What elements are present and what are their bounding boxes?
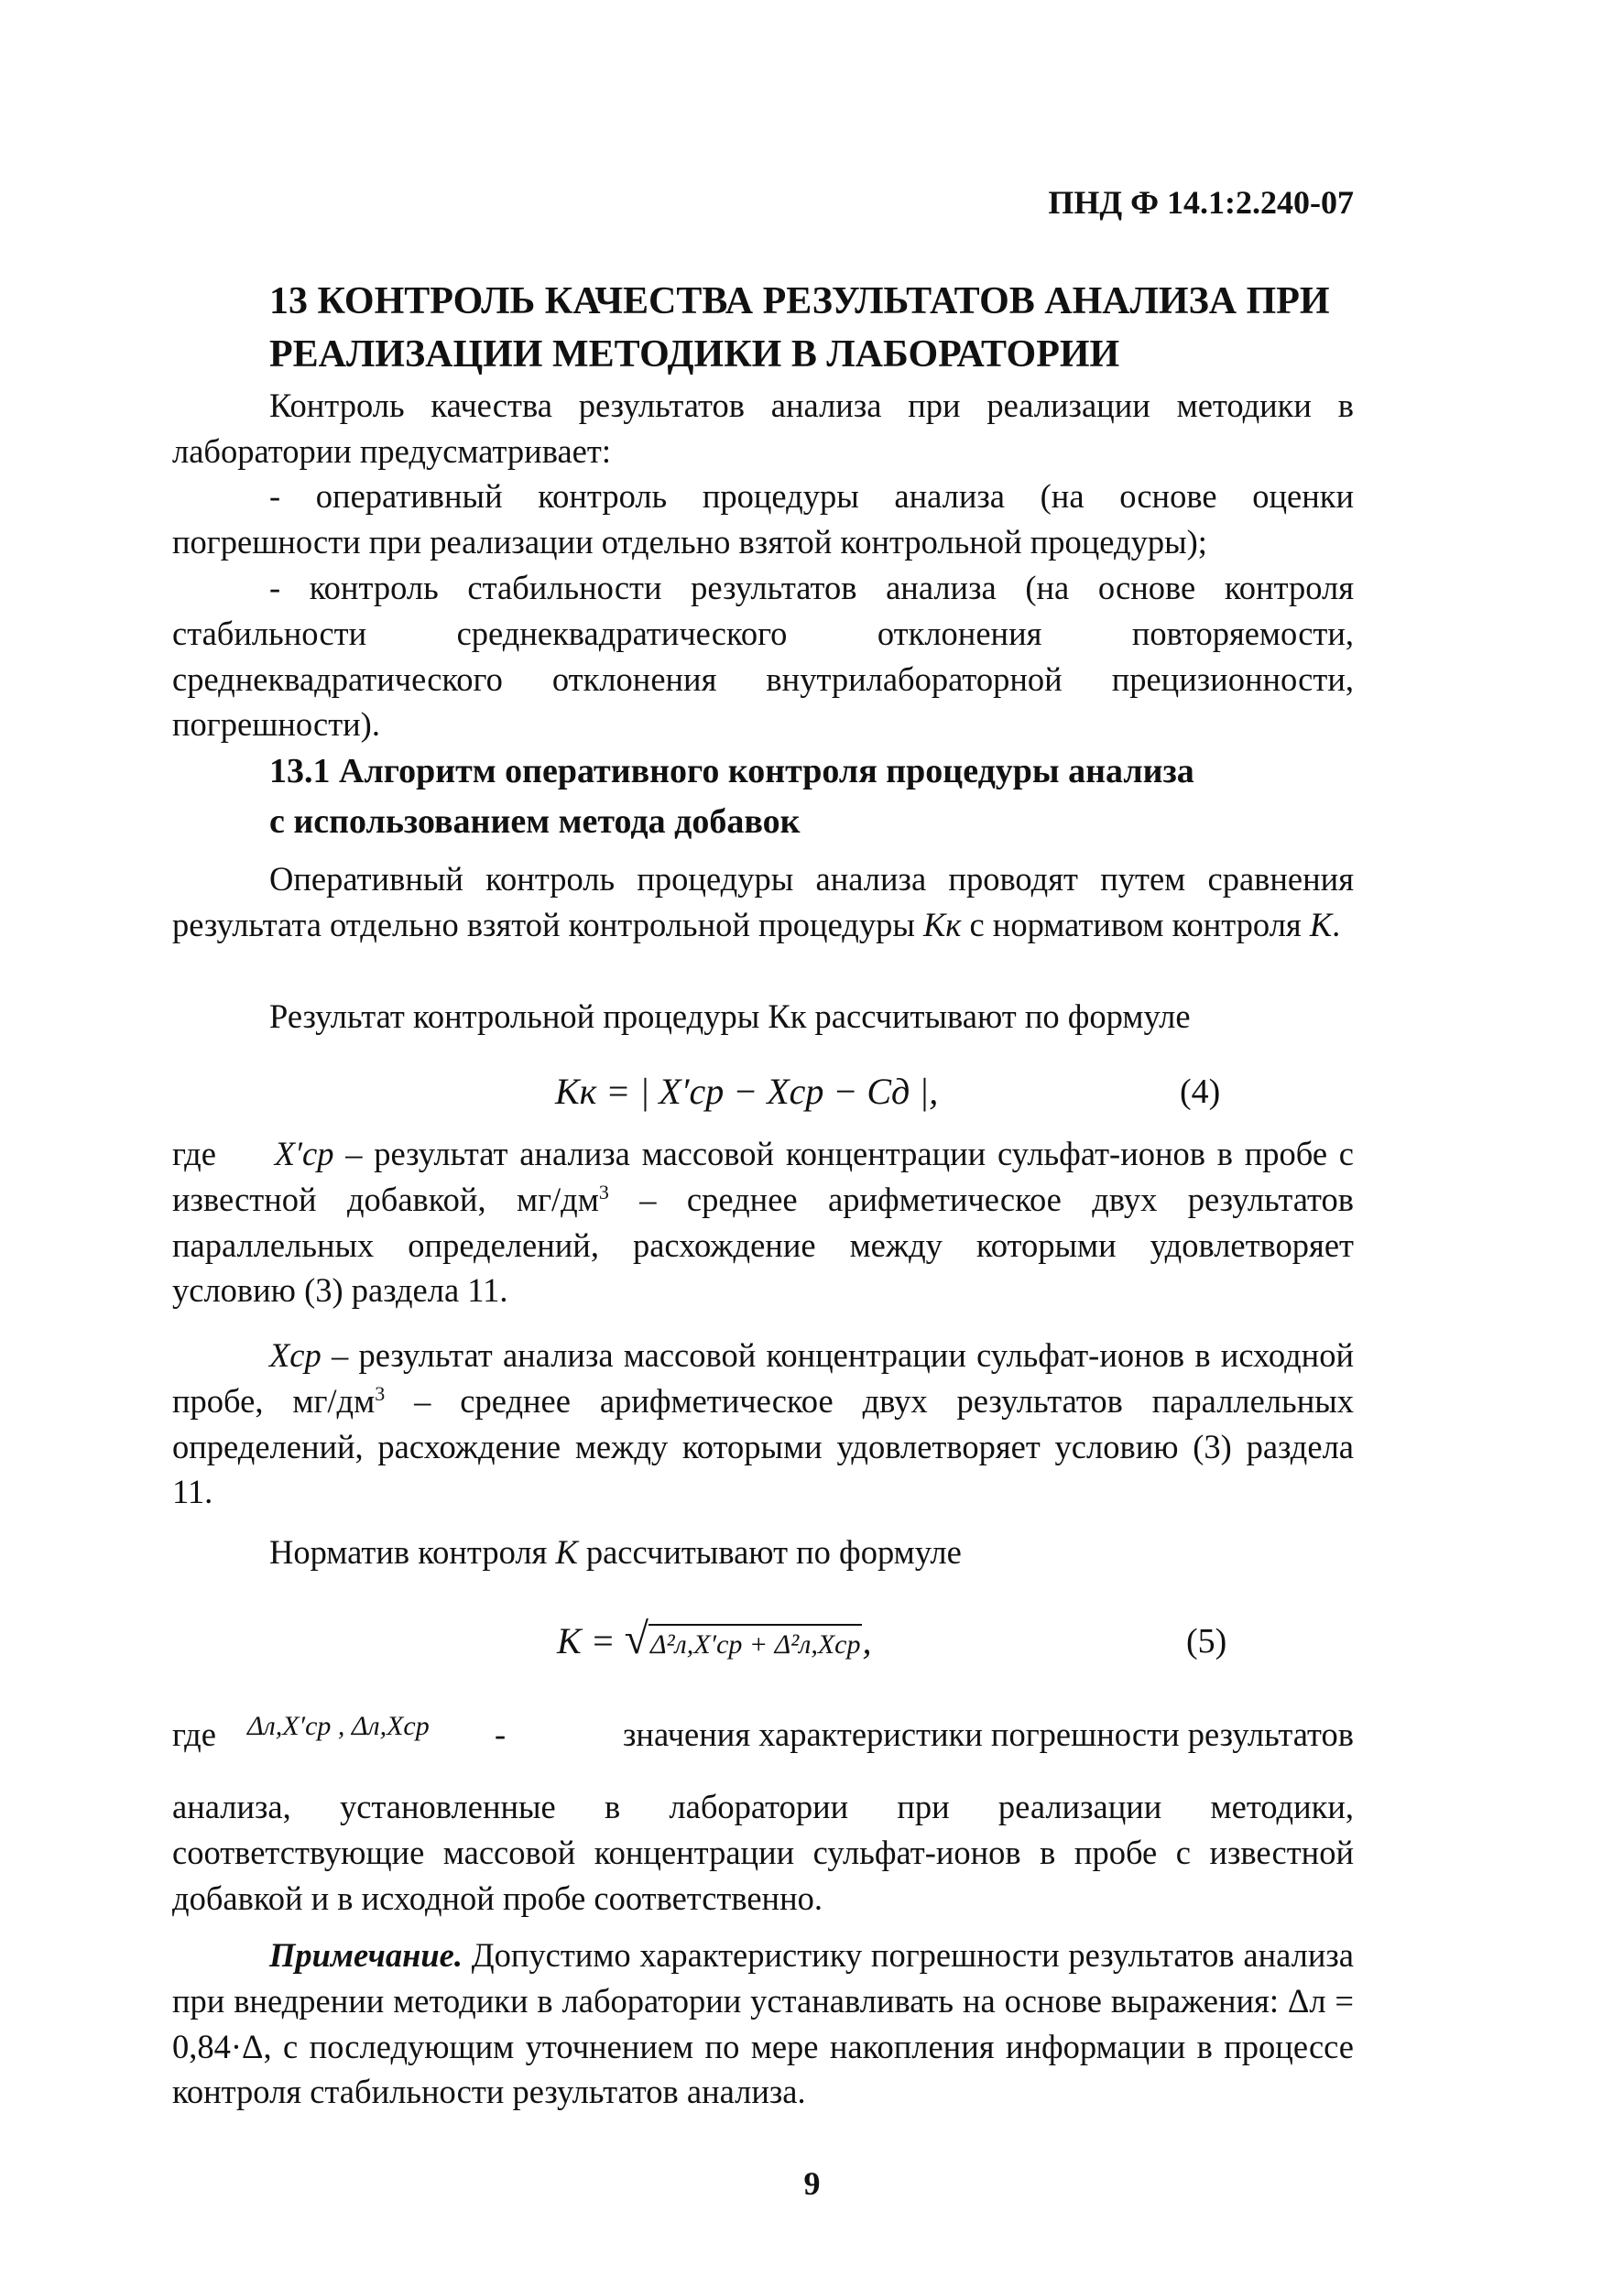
section-13-bullet-1: - оперативный контроль процедуры анализа (на основе оценки погрешности при реализации отдельно взятой контрольной процедуры); (172, 477, 1354, 561)
section-13-bullet-2: - контроль стабильности результатов анализа (на основе контроля стабильности среднеквадратического отклонения повторяемости, среднеквадратического отклонения внутрилабораторной прецизионности, погрешности). (172, 569, 1354, 744)
delta-symbols: Δл,X′ср , Δл,Xср (247, 1711, 430, 1741)
section-13-heading (269, 275, 1368, 381)
where-delta-text-2: анализа, установленные в лаборатории при реализации методики, соответствующие массовой концентрации сульфат-ионов в пробе с известной добавкой и в исходной пробе соответственно. (172, 1788, 1354, 1917)
formula-4: Кк = | X′ср − Xср − Cд |, (555, 1071, 939, 1112)
sqrt-sign: √ (624, 1615, 649, 1663)
x-prime-symbol: X′ср (274, 1135, 334, 1172)
where-delta-dash: - (495, 1715, 507, 1753)
formula-5-number: (5) (1186, 1622, 1227, 1661)
formula-4-number: (4) (1180, 1073, 1221, 1111)
section-13-1-title-line2: с использованием метода добавок (269, 802, 801, 841)
formula-5-radicand: Δ²л,X′ср + Δ²л,Xср (649, 1624, 862, 1660)
operative-control-paragraph: Оперативный контроль процедуры анализа проводят путем сравнения результата отдельно взятой контрольной процедуры Кк с нормативом контроля К. (172, 860, 1354, 943)
section-13-1-heading (269, 746, 1368, 847)
where-delta-label: где (172, 1715, 216, 1753)
where-x-prime-definition: где X′ср – результат анализа массовой концентрации сульфат-ионов в пробе с известной добавкой, $мг/дм^3$ – среднее арифметическое двух результатов параллельных определений, расхождение между которыми удовлетворяет условию (3) раздела 11. (172, 1135, 1355, 1310)
where-delta-text-1: значения характеристики погрешности результатов (623, 1715, 1354, 1753)
section-13-1-title-line1: 13.1 Алгоритм оперативного контроля процедуры анализа (269, 752, 1194, 790)
section-13-intro: Контроль качества результатов анализа при реализации методики в лаборатории предусматривает: (172, 387, 1354, 470)
section-13-title-line1: 13 КОНТРОЛЬ КАЧЕСТВА РЕЗУЛЬТАТОВ АНАЛИЗА ПРИ (269, 280, 1330, 322)
page-number: 9 (803, 2165, 821, 2202)
where-x-definition: Xср – результат анализа массовой концентрации сульфат-ионов в исходной пробе, $мг/дм^3$ – среднее арифметическое двух результатов параллельных определений, расхождение между которыми удовлетворяет условию (3) раздела 11. (172, 1336, 1355, 1511)
section-13-title-line2: РЕАЛИЗАЦИИ МЕТОДИКИ В ЛАБОРАТОРИИ (269, 333, 1120, 376)
document-code: ПНД Ф 14.1:2.240-07 (1048, 184, 1354, 221)
note-paragraph: Примечание. Допустимо характеристику погрешности результатов анализа при внедрении методики в лаборатории устанавливать на основе выражения: Δл = 0,84·Δ, с последующим уточнением по мере накопления информации в процессе контроля стабильности результатов анализа. (172, 1936, 1354, 2111)
control-result-paragraph: Результат контрольной процедуры Кк рассчитывают по формуле (269, 997, 1191, 1035)
norm-paragraph: Норматив контроля К рассчитывают по формуле (269, 1533, 962, 1571)
note-label: Примечание. (269, 1936, 463, 1974)
formula-5-lhs: K = (557, 1620, 616, 1661)
formula-5 (557, 1614, 871, 1664)
formula-5-comma: , (862, 1620, 872, 1661)
x-symbol: Xср (269, 1336, 322, 1374)
